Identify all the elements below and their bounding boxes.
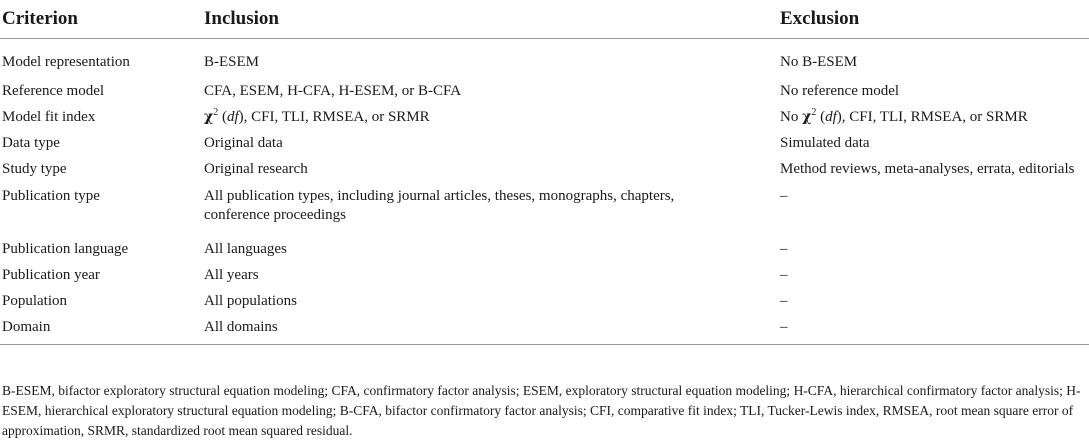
exclusion-cell: No $\chi^2$ (df), CFI, TLI, RMSEA, or SRMR (780, 106, 1028, 125)
chi-symbol: χ (802, 108, 812, 125)
criterion-cell: Population (2, 292, 68, 309)
df-label: df (226, 108, 239, 125)
table-row (0, 237, 1089, 263)
criterion-cell: Model representation (2, 54, 130, 70)
exclusion-cell: – (780, 315, 1089, 345)
inclusion-cell: B-ESEM (204, 54, 260, 70)
exclusion-cell: – (780, 240, 788, 257)
fit-index-list: , CFI, TLI, RMSEA, or SRMR (841, 108, 1028, 125)
exclusion-cell: – (780, 187, 788, 204)
inclusion-line: All publication types, including journal articles, theses, monographs, chapters, (204, 187, 675, 204)
criterion-cell: Publication language (2, 240, 129, 257)
inclusion-cell: All years (204, 266, 259, 283)
criterion-cell: Publication year (2, 266, 100, 283)
table-header-row (0, 0, 1089, 39)
table-row (0, 263, 1089, 289)
chi-superscript: 2 (213, 106, 219, 118)
no-prefix: No (780, 108, 799, 125)
criterion-cell: Model fit index (2, 108, 96, 125)
table-row (0, 79, 1089, 105)
inclusion-cell (197, 183, 780, 237)
table-row (0, 131, 1089, 157)
df-label: df (825, 108, 837, 125)
inclusion-cell: All languages (204, 240, 287, 257)
inclusion-cell: $\chi^2$ (df), CFI, TLI, RMSEA, or SRMR (204, 106, 430, 125)
fit-index-list: , CFI, TLI, RMSEA, or SRMR (243, 108, 430, 125)
chi-symbol: χ (204, 108, 214, 125)
inclusion-cell: Original research (204, 160, 308, 177)
table-row (0, 105, 1089, 131)
inclusion-cell: Original data (204, 134, 283, 151)
exclusion-cell: No reference model (780, 82, 900, 99)
inclusion-cell: All populations (204, 292, 297, 309)
exclusion-cell: Simulated data (780, 134, 870, 151)
table-row (0, 157, 1089, 183)
table-row (0, 183, 1089, 237)
table-footnote: B-ESEM, bifactor exploratory structural equation modeling; CFA, confirmatory factor analysis; ESEM, exploratory structural equation modeling; H-CFA, hierarchical confirmatory factor analysis; H-ESEM, hierarchical exploratory structural equation modeling; B-CFA, bifactor confirmatory factor analysis; CFI, comparative fit index; TLI, Tucker-Lewis index, RMSEA, root mean square error of approximation, SRMR, standardized root mean squared residual. (2, 383, 1081, 438)
inclusion-cell: CFA, ESEM, H-CFA, H-ESEM, or B-CFA (204, 82, 462, 99)
criterion-cell: Domain (0, 315, 197, 345)
table-row (0, 315, 1089, 345)
header-exclusion: Exclusion (780, 0, 1089, 39)
header-criterion: Criterion (0, 0, 197, 39)
exclusion-cell: – (780, 292, 788, 309)
table-row (0, 289, 1089, 315)
inclusion-line: conference proceedings (204, 206, 347, 223)
exclusion-cell: Method reviews, meta-analyses, errata, editorials (780, 160, 1075, 177)
inclusion-cell: All domains (197, 315, 780, 345)
chi-superscript: 2 (811, 106, 817, 118)
table-row (0, 39, 1089, 79)
header-inclusion: Inclusion (197, 0, 780, 39)
exclusion-cell: No B-ESEM (780, 54, 858, 70)
criterion-cell: Data type (2, 134, 60, 151)
criterion-cell: Publication type (2, 187, 100, 204)
exclusion-cell: – (780, 266, 788, 283)
criterion-cell: Reference model (2, 82, 105, 99)
criterion-cell: Study type (2, 160, 67, 177)
